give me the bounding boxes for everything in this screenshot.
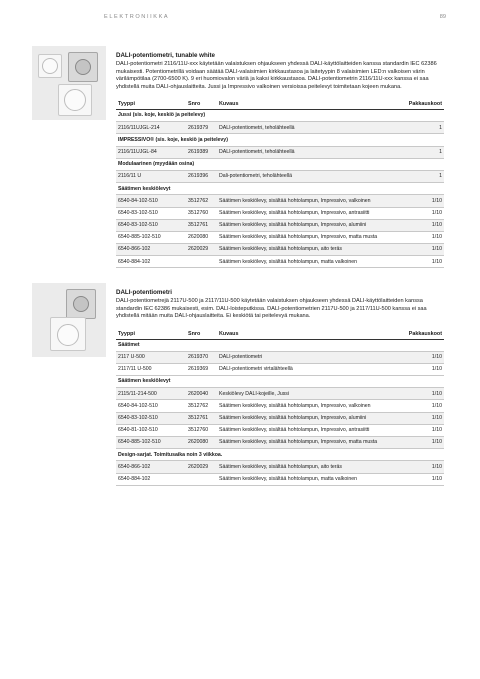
table-group-row [116, 376, 444, 388]
product-title: DALI-potentiometri [116, 289, 173, 296]
col-header-type: Tyyppi [116, 330, 186, 340]
group-label: Säätimen keskiölevyt [116, 376, 444, 388]
cell-pack: 1/10 [398, 400, 444, 412]
cell-desc: DALI-potentiometri, teholähteellä [217, 122, 398, 134]
dimmer-knob [57, 324, 79, 346]
cell-pack: 1/10 [398, 231, 444, 243]
table-row [116, 412, 444, 424]
cell-desc: Säätimen keskiölevy, sisältää hohtolampun, Impressivo, antrasiitti [217, 207, 398, 219]
cell-pack: 1 [398, 122, 444, 134]
cell-pack: 1/10 [398, 437, 444, 449]
group-label: Säätimet [116, 339, 444, 351]
product-section-tunable-white [116, 52, 444, 268]
product-title: DALI-potentiometri, tunable white [116, 52, 215, 59]
cell-desc: Säätimen keskiölevy, sisältää hohtolampun, matta valkoinen [217, 473, 398, 485]
cell-type: 2117 U-500 [116, 351, 186, 363]
cell-pack: 1/10 [398, 207, 444, 219]
table-group-row [116, 158, 444, 170]
col-header-pack: Pakkauskoot [398, 100, 444, 110]
cell-pack: 1/10 [398, 473, 444, 485]
col-header-desc: Kuvaus [217, 330, 398, 340]
cell-pack: 1/10 [398, 461, 444, 473]
cell-snro: 3512762 [186, 195, 217, 207]
col-header-pack: Pakkauskoot [398, 330, 444, 340]
cell-snro: 3512762 [186, 400, 217, 412]
cell-snro: 3512761 [186, 219, 217, 231]
cell-desc: Säätimen keskiölevy, sisältää hohtolampun, Impressivo, antrasiitti [217, 424, 398, 436]
cell-snro [186, 473, 217, 485]
cell-pack: 1/10 [398, 351, 444, 363]
cell-desc: DALI-potentiometri, teholähteellä [217, 146, 398, 158]
cell-type: 6540-84-102-510 [116, 195, 186, 207]
cell-pack: 1/10 [398, 424, 444, 436]
cell-desc: Säätimen keskiölevy, sisältää hohtolampun, aito teräs [217, 244, 398, 256]
table-row [116, 195, 444, 207]
cell-snro: 2620080 [186, 231, 217, 243]
cell-snro: 2619389 [186, 146, 217, 158]
table-row [116, 146, 444, 158]
cell-snro: 3512761 [186, 412, 217, 424]
cell-snro: 2620040 [186, 388, 217, 400]
cell-type: 6540-83-102-510 [116, 207, 186, 219]
cell-type: 6540-884-102 [116, 473, 186, 485]
cell-desc: Säätimen keskiölevy, sisältää hohtolampun, Impressivo, matta musta [217, 437, 398, 449]
cell-snro: 2619396 [186, 170, 217, 182]
cell-desc: Säätimen keskiölevy, sisältää hohtolampun, matta valkoinen [217, 256, 398, 268]
group-label: Säätimen keskiölevyt [116, 183, 444, 195]
mechanism-core [75, 59, 91, 75]
table-row [116, 207, 444, 219]
cell-type: 2116/11 U [116, 170, 186, 182]
table-group-row [116, 183, 444, 195]
table-row [116, 363, 444, 375]
section-title: ELEKTRONIIKKA [104, 14, 170, 20]
page-header [104, 14, 446, 26]
cell-type: 6540-84-102-510 [116, 400, 186, 412]
table-row [116, 219, 444, 231]
cell-pack: 1/10 [398, 388, 444, 400]
table-row [116, 400, 444, 412]
cell-desc: Säätimen keskiölevy, sisältää hohtolampun, Impressivo, valkoinen [217, 195, 398, 207]
cell-snro: 2619370 [186, 351, 217, 363]
cell-pack: 1 [398, 170, 444, 182]
table-header-row [116, 100, 444, 110]
group-label: IMPRESSIVO® (sis. koje, keskiö ja peitelevy) [116, 134, 444, 146]
table-group-row [116, 110, 444, 122]
cell-type: 2116/11UJGL-84 [116, 146, 186, 158]
product-table [116, 330, 444, 486]
cell-type: 6540-81-102-510 [116, 424, 186, 436]
product-section-dali [116, 289, 444, 486]
page-number: 89 [439, 14, 446, 20]
cell-pack: 1/10 [398, 256, 444, 268]
cell-snro: 2620029 [186, 244, 217, 256]
cell-type: 6540-866-102 [116, 244, 186, 256]
cell-desc: DALI-potentiometri [217, 351, 398, 363]
cell-snro: 3512760 [186, 424, 217, 436]
product-description: DALI-potentiometrejä 2117U-500 ja 2117/11U-500 käytetään valaistuksen ohjaukseen yhdessä DALI-käyttölaitteiden kanssa standardin IEC 62386 mukaisesti, esim. DALI-loisteputkissa. DALI-potentiometrien 2117U-500 ja 2117/11U-500 kanssa ei saa yhdistellä mitään muita DALI-ohjauslaitteita. Ei keskiötä tai peitelevyä mukana. [116, 298, 427, 319]
cell-desc: Säätimen keskiölevy, sisältää hohtolampun, Impressivo, alumiini [217, 219, 398, 231]
table-row [116, 388, 444, 400]
product-table [116, 100, 444, 268]
table-group-row [116, 449, 444, 461]
table-row [116, 231, 444, 243]
cell-type: 2116/11UJGL-214 [116, 122, 186, 134]
col-header-type: Tyyppi [116, 100, 186, 110]
cell-type: 6540-885-102-510 [116, 437, 186, 449]
cell-desc: Säätimen keskiölevy, sisältää hohtolampun, Impressivo, alumiini [217, 412, 398, 424]
cell-pack: 1 [398, 146, 444, 158]
product-description: DALI-potentiometri 2116/11U-xxx käytetään valaistuksen ohjaukseen yhdessä DALI-käyttölaitteiden kanssa standardin IEC 62386 mukaisesti. Potentiometrillä voidaan säätää DALI-valaisimien kirkkaustasoa ja laitetyypin 8 valaisimien LED:n valkoisen värin värilämpötilaa (2700-6500 K). 9 eri huomiovalon väriä ja kaksi kirkkaustasoa. DALI-potentiometrin 2116/11U-xxx kanssa ei saa yhdistellä muita DALI-ohjauslaitteita. Jussi ja Impressivo valkoinen versioissa peitelevyt toimitetaan kojeen mukana. [116, 61, 437, 90]
cell-desc: Säätimen keskiölevy, sisältää hohtolampun, Impressivo, matta musta [217, 231, 398, 243]
cell-pack: 1/10 [398, 195, 444, 207]
product-image-dali-tunable-white [32, 46, 106, 120]
cell-desc: Keskiölevy DALI-kojeille, Jussi [217, 388, 398, 400]
group-label: Modulaarinen (myydään osina) [116, 158, 444, 170]
table-row [116, 461, 444, 473]
cell-desc: Dali-potentiometri, teholähteellä [217, 170, 398, 182]
cell-snro: 2620080 [186, 437, 217, 449]
table-row [116, 437, 444, 449]
table-row [116, 256, 444, 268]
col-header-snro: Snro [186, 100, 217, 110]
cell-snro: 2619379 [186, 122, 217, 134]
cell-pack: 1/10 [398, 244, 444, 256]
table-row [116, 473, 444, 485]
table-row [116, 244, 444, 256]
cell-desc: DALI-potentiometri virtalähteellä [217, 363, 398, 375]
cell-pack: 1/10 [398, 363, 444, 375]
table-row [116, 424, 444, 436]
table-row [116, 170, 444, 182]
cell-type: 2117/11 U-500 [116, 363, 186, 375]
col-header-desc: Kuvaus [217, 100, 398, 110]
table-header-row [116, 330, 444, 340]
table-group-row [116, 339, 444, 351]
cell-pack: 1/10 [398, 219, 444, 231]
cell-desc: Säätimen keskiölevy, sisältää hohtolampun, Impressivo, valkoinen [217, 400, 398, 412]
cell-desc: Säätimen keskiölevy, sisältää hohtolampun, aito teräs [217, 461, 398, 473]
cell-type: 2115/11-214-500 [116, 388, 186, 400]
cell-type: 6540-885-102-510 [116, 231, 186, 243]
cell-type: 6540-83-102-510 [116, 219, 186, 231]
group-label: Design-sarjat. Toimitusaika noin 3 viikkoa. [116, 449, 444, 461]
dimmer-knob [42, 58, 58, 74]
col-header-snro: Snro [186, 330, 217, 340]
cell-type: 6540-83-102-510 [116, 412, 186, 424]
cell-type: 6540-866-102 [116, 461, 186, 473]
cell-snro: 2620029 [186, 461, 217, 473]
table-row [116, 351, 444, 363]
table-row [116, 122, 444, 134]
dimmer-knob-large [64, 89, 86, 111]
group-label: Jussi (sis. koje, keskiö ja peitelevy) [116, 110, 444, 122]
cell-snro: 3512760 [186, 207, 217, 219]
cell-snro: 2619369 [186, 363, 217, 375]
cell-type: 6540-884-102 [116, 256, 186, 268]
cell-pack: 1/10 [398, 412, 444, 424]
table-group-row [116, 134, 444, 146]
product-image-dali-potentiometer [32, 283, 106, 357]
mechanism-core [73, 296, 89, 312]
cell-snro [186, 256, 217, 268]
